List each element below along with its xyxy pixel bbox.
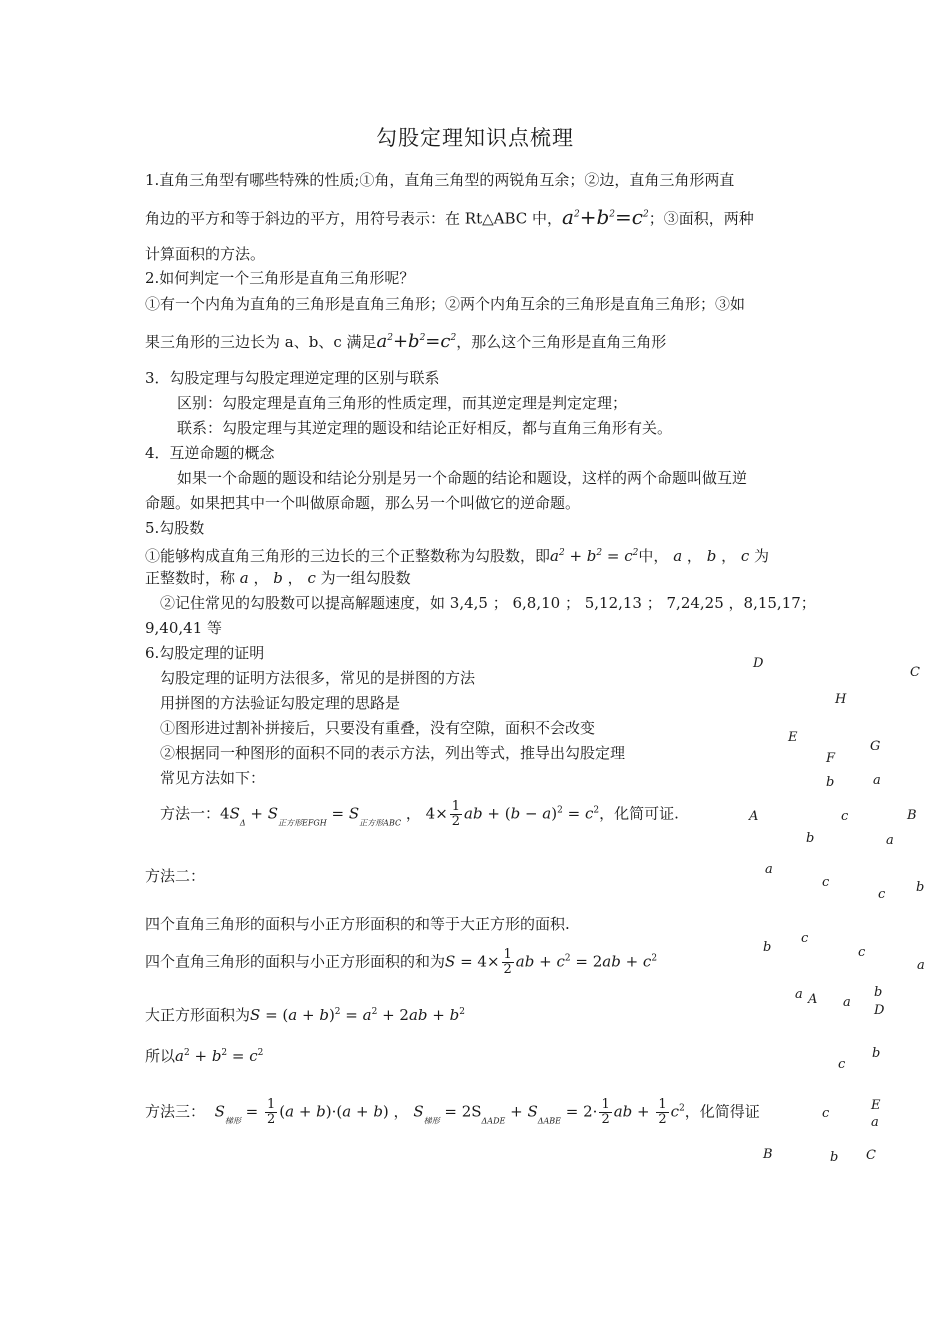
s1-line1: 1.直角三角型有哪些特殊的性质;①角，直角三角型的两锐角互余；②边，直角三角形两直 [145, 171, 735, 189]
figure-label: H [835, 692, 847, 707]
figure-label: D [753, 656, 764, 671]
figure-label: C [866, 1148, 876, 1163]
figure-label: b [763, 940, 772, 955]
pythagorean-formula: $a^2+b^2=c^2$ [562, 204, 649, 229]
figure-label: b [830, 1150, 839, 1165]
s2-head: 2.如何判定一个三角形是直角三角形呢？ [145, 269, 415, 287]
s6-l1: 勾股定理的证明方法很多，常见的是拼图的方法 [160, 669, 476, 687]
figure-label: c [878, 887, 886, 902]
method1-line: 方法一：$4S_\Delta + S_{正方形EFGH} = S_{正方形ABC}$ ， 4× $\frac{1}{2}$ ab + $(b - a)^2 = c^2$，化简可证. [160, 799, 679, 829]
s6-l4: ②根据同一种图形的面积不同的表示方法，列出等式，推导出勾股定理 [160, 744, 626, 762]
figure-label: A [749, 809, 759, 824]
figure-label: B [907, 808, 917, 823]
figure-label: a [917, 958, 925, 973]
s1-line3: 计算面积的方法。 [145, 245, 266, 263]
figure-label: b [872, 1046, 881, 1061]
pythagorean-formula-2: $a^2+b^2=c^2$ [376, 331, 457, 352]
figure-label: F [826, 751, 836, 766]
method2-line4: 所以$a^2 + b^2 = c^2$ [145, 1047, 264, 1065]
method2-line1: 四个直角三角形的面积与小正方形面积的和等于大正方形的面积. [145, 915, 570, 933]
s3-diff: 区别：勾股定理是直角三角形的性质定理，而其逆定理是判定定理； [177, 394, 628, 412]
figure-label: c [801, 931, 809, 946]
figure-label: a [871, 1115, 879, 1130]
s5-line3: ②记住常见的勾股数可以提高解题速度，如 3,4,5 ； 6,8,10 ； 5,12,13 ； 7,24,25 ，8,15,17； [160, 594, 816, 612]
figure-label: G [870, 739, 881, 754]
s5-line1: ①能够构成直角三角形的三边长的三个正整数称为勾股数，即$a^2 + b^2 = c^2$中， a ， b ， c 为 [145, 547, 770, 565]
figure-label: E [788, 730, 798, 745]
s5-line4: 9,40,41 等 [145, 619, 223, 637]
s2-line1: ①有一个内角为直角的三角形是直角三角形；②两个内角互余的三角形是直角三角形；③如 [145, 295, 746, 313]
s5-head: 5.勾股数 [145, 519, 205, 537]
figure-label: b [874, 985, 883, 1000]
page-title: 勾股定理知识点梳理 [376, 126, 574, 150]
figure-label: c [858, 945, 866, 960]
figure-label: b [916, 880, 925, 895]
s4-head: 4．互逆命题的概念 [145, 444, 275, 462]
s3-link: 联系：勾股定理与其逆定理的题设和结论正好相反，都与直角三角形有关。 [177, 419, 673, 437]
figure-label: A [808, 992, 818, 1007]
figure-label: c [841, 809, 849, 824]
figure-label: a [873, 773, 881, 788]
method2-line2: 四个直角三角形的面积与小正方形面积的和为S = 4× $\frac{1}{2}$ ab + $c^2 = 2ab + c^2$ [145, 947, 658, 977]
figure-label: E [871, 1098, 881, 1113]
method3-line: 方法三： $S_{梯形}$ = $\frac{1}{2}$ (a + b)·(a + b) ， $S_{梯形} = 2S_{\Delta ADE} + S_{\Delta ABE} = 2\cdot$ $\frac{1}{2}$ ab + $\frac{1}{2}$ $c^2$，化简得证 [145, 1097, 760, 1127]
figure-label: b [806, 831, 815, 846]
figure-label: c [838, 1057, 846, 1072]
figure-label: C [910, 665, 920, 680]
s4-line1: 如果一个命题的题设和结论分别是另一个命题的结论和题设，这样的两个命题叫做互逆 [177, 469, 748, 487]
figure-label: D [874, 1003, 885, 1018]
figure-label: c [822, 1106, 830, 1121]
s6-head: 6.勾股定理的证明 [145, 644, 265, 662]
figure-label: b [826, 775, 835, 790]
s3-head: 3．勾股定理与勾股定理逆定理的区别与联系 [145, 369, 440, 387]
s1-line2: 角边的平方和等于斜边的平方，用符号表示：在 Rt△ABC 中，$a^2+b^2=c^2$；③面积，两种 [145, 204, 754, 229]
method2-line3: 大正方形面积为$S = (a + b)^2 = a^2 + 2ab + b^2$ [145, 1006, 465, 1024]
s2-line2: 果三角形的三边长为 a、b、c 满足$a^2+b^2=c^2$，那么这个三角形是直角三角形 [145, 331, 667, 352]
figure-label: a [765, 862, 773, 877]
s6-l5: 常见方法如下： [160, 769, 266, 787]
figure-label: a [843, 995, 851, 1010]
figure-label: a [886, 833, 894, 848]
figure-label: a [795, 987, 803, 1002]
figure-label: c [822, 875, 830, 890]
method2-label: 方法二： [145, 867, 206, 885]
s5-line2: 正整数时，称 a ， b ， c 为一组勾股数 [145, 569, 411, 587]
s6-l2: 用拼图的方法验证勾股定理的思路是 [160, 694, 401, 712]
figure-label: B [763, 1147, 773, 1162]
s4-line2: 命题。如果把其中一个叫做原命题，那么另一个叫做它的逆命题。 [145, 494, 581, 512]
s6-l3: ①图形进过割补拼接后，只要没有重叠，没有空隙，面积不会改变 [160, 719, 596, 737]
